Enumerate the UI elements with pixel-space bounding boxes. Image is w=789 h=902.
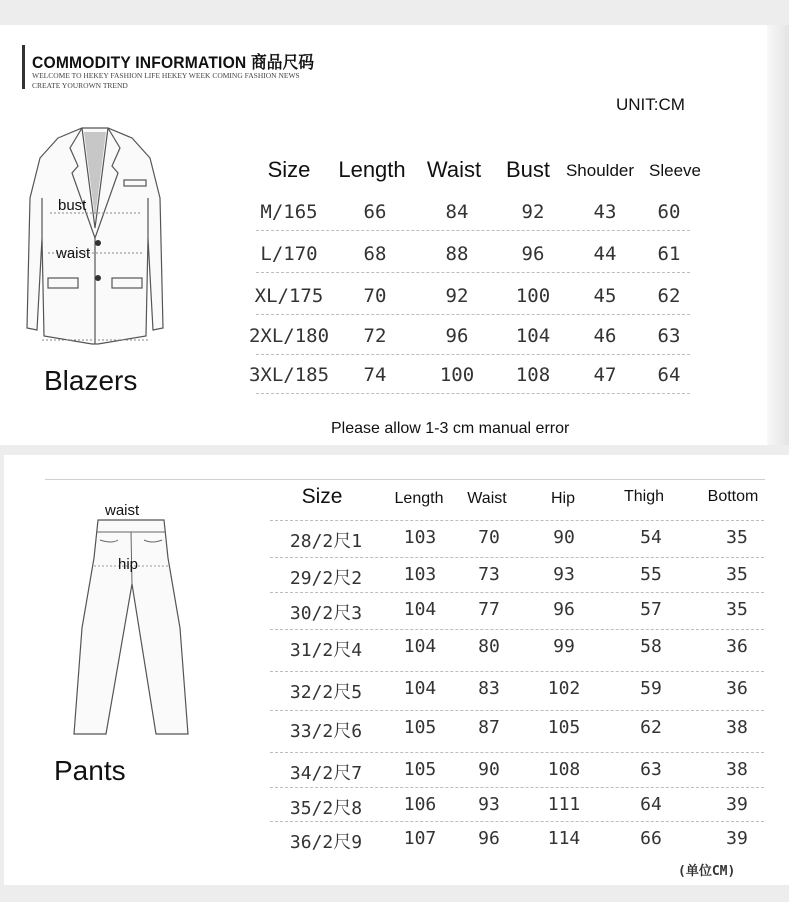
pants-cell-bottom: 39 [726,828,748,849]
pants-cell-hip: 90 [553,527,575,548]
pants-cell-thigh: 57 [640,599,662,620]
blazer-cell-shoulder: 43 [593,201,617,223]
blazer-cell-waist: 88 [445,243,469,265]
pants-cell-thigh: 63 [640,759,662,780]
blazer-col-size: Size [267,157,311,182]
pants-cell-thigh: 58 [640,636,662,657]
pants-cell-hip: 96 [553,599,575,620]
blazer-cell-length: 66 [363,201,387,223]
blazer-cell-bust: 108 [515,364,551,386]
pants-cell-length: 104 [403,599,437,620]
blazer-col-length: Length [338,157,406,182]
pants-row-divider [270,821,764,822]
pants-col-hip: Hip [550,490,576,507]
brand-subtitle-line2: CREATE YOUROWN TREND [32,81,128,90]
panel-edge-shade [767,25,789,445]
pants-cell-length: 106 [403,794,437,815]
pants-cell-hip: 105 [547,717,581,738]
pants-section-divider [45,479,765,480]
blazer-cell-waist: 92 [445,285,469,307]
pants-col-size: Size [301,485,343,508]
pants-cell-hip: 114 [547,828,581,849]
pants-row-divider [270,671,764,672]
pants-cell-size: 34/2尺7 [289,763,363,784]
pants-cell-bottom: 38 [726,759,748,780]
pants-cell-length: 105 [403,759,437,780]
pants-col-waist: Waist [467,490,507,507]
pants-cell-waist: 87 [478,717,500,738]
pants-cell-thigh: 64 [640,794,662,815]
blazer-cell-size: M/165 [260,201,318,223]
blazer-cell-bust: 92 [521,201,545,223]
blazer-cell-length: 72 [363,325,387,347]
brand-subtitle-line1: WELCOME TO HEKEY FASHION LIFE HEKEY WEEK COMING FASHION NEWS [32,71,300,80]
blazer-cell-waist: 84 [445,201,469,223]
blazer-row-divider [256,354,690,355]
blazer-waist-label: waist [56,245,91,262]
pants-row-divider [270,710,764,711]
pants-col-length: Length [394,490,444,507]
pants-cell-waist: 73 [478,564,500,585]
blazer-cell-shoulder: 46 [593,325,617,347]
blazer-row-divider [256,393,690,394]
pants-cell-bottom: 38 [726,717,748,738]
pants-cell-length: 103 [403,564,437,585]
pants-cell-waist: 93 [478,794,500,815]
pants-row-divider [270,520,764,521]
blazer-cell-sleeve: 62 [657,285,681,307]
blazers-label: Blazers [44,365,138,396]
blazer-row-divider [256,230,690,231]
pants-cell-size: 33/2尺6 [289,721,363,742]
blazer-illustration [20,118,170,358]
blazer-row-divider [256,272,690,273]
blazer-cell-bust: 100 [515,285,551,307]
blazer-cell-shoulder: 44 [593,243,617,265]
blazer-cell-bust: 104 [515,325,551,347]
pants-cell-length: 104 [403,636,437,657]
pants-illustration [68,518,194,740]
pants-cell-bottom: 36 [726,636,748,657]
pants-cell-bottom: 35 [726,599,748,620]
pants-cell-size: 29/2尺2 [289,568,363,589]
blazer-cell-sleeve: 60 [657,201,681,223]
pants-cell-hip: 93 [553,564,575,585]
pants-row-divider [270,557,764,558]
blazer-col-sleeve: Sleeve [649,161,701,180]
pants-cell-hip: 111 [547,794,581,815]
pants-cell-waist: 83 [478,678,500,699]
pants-cell-length: 105 [403,717,437,738]
pants-cell-waist: 70 [478,527,500,548]
pants-cell-hip: 102 [547,678,581,699]
pants-label: Pants [54,755,126,786]
pants-cell-thigh: 66 [640,828,662,849]
pants-row-divider [270,592,764,593]
manual-error-note: Please allow 1-3 cm manual error [331,420,570,437]
pants-cell-bottom: 39 [726,794,748,815]
header-accent-bar [22,45,25,89]
pants-hip-label: hip [118,556,139,573]
pants-cell-size: 32/2尺5 [289,682,363,703]
pants-row-divider [270,787,764,788]
blazer-cell-shoulder: 45 [593,285,617,307]
pants-row-divider [270,629,764,630]
pants-cell-size: 28/2尺1 [289,531,363,552]
blazer-cell-size: XL/175 [254,285,324,307]
blazer-cell-size: 3XL/185 [248,364,330,386]
pants-cell-size: 35/2尺8 [289,798,363,819]
unit-label: UNIT:CM [616,95,685,114]
pants-cell-thigh: 54 [640,527,662,548]
pants-cell-size: 30/2尺3 [289,603,363,624]
pants-cell-bottom: 36 [726,678,748,699]
pants-cell-hip: 108 [547,759,581,780]
blazer-cell-size: 2XL/180 [248,325,330,347]
pants-cell-size: 31/2尺4 [289,640,363,661]
pants-cell-hip: 99 [553,636,575,657]
pants-cell-thigh: 59 [640,678,662,699]
pants-cell-size: 36/2尺9 [289,832,363,853]
blazer-col-bust: Bust [505,157,551,182]
pants-row-divider [270,752,764,753]
pants-cell-length: 104 [403,678,437,699]
blazer-cell-length: 70 [363,285,387,307]
blazer-cell-length: 74 [363,364,387,386]
blazer-cell-waist: 100 [439,364,475,386]
page-title: COMMODITY INFORMATION 商品尺码 [32,53,315,72]
blazer-cell-size: L/170 [260,243,318,265]
pants-col-bottom: Bottom [707,488,759,505]
unit-note-cn: (单位CM) [678,864,736,879]
blazer-col-waist: Waist [426,157,482,182]
pants-cell-waist: 90 [478,759,500,780]
pants-cell-bottom: 35 [726,527,748,548]
pants-cell-waist: 80 [478,636,500,657]
pants-cell-bottom: 35 [726,564,748,585]
blazer-col-shoulder: Shoulder [565,161,635,180]
blazer-bust-label: bust [58,197,87,214]
blazer-row-divider [256,314,690,315]
blazer-cell-shoulder: 47 [593,364,617,386]
pants-waist-label: waist [105,502,140,519]
blazer-cell-bust: 96 [521,243,545,265]
blazer-cell-sleeve: 63 [657,325,681,347]
pants-col-thigh: Thigh [623,488,665,505]
pants-cell-waist: 96 [478,828,500,849]
pants-cell-waist: 77 [478,599,500,620]
pants-cell-length: 103 [403,527,437,548]
pants-cell-length: 107 [403,828,437,849]
pants-cell-thigh: 55 [640,564,662,585]
pants-cell-thigh: 62 [640,717,662,738]
blazer-cell-waist: 96 [445,325,469,347]
blazer-cell-sleeve: 61 [657,243,681,265]
blazer-cell-length: 68 [363,243,387,265]
blazer-cell-sleeve: 64 [657,364,681,386]
